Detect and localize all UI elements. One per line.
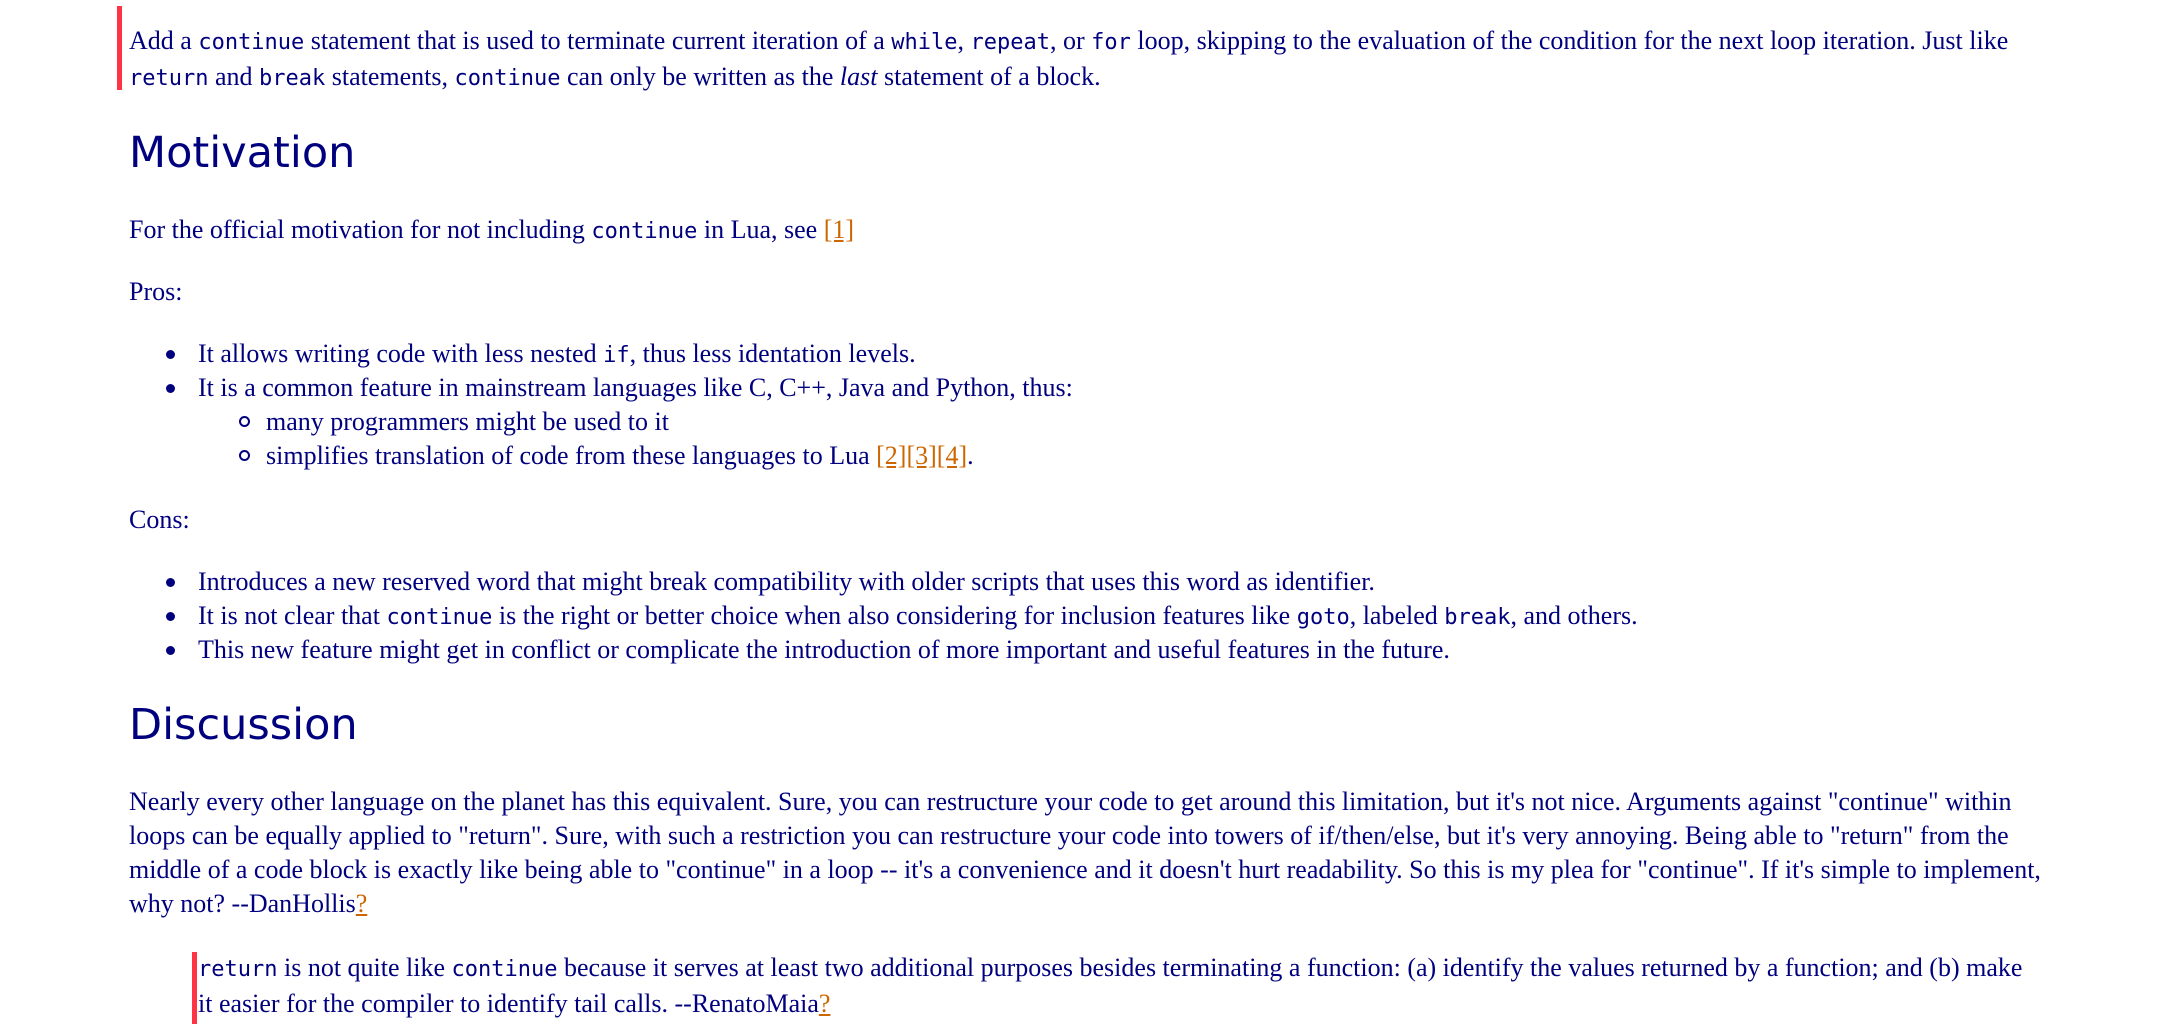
wiki-link-danhollis[interactable]: ? — [355, 889, 368, 918]
code-repeat: repeat — [970, 30, 1050, 55]
list-item: It allows writing code with less nested if, thus less identation levels. — [129, 337, 1073, 371]
list-item: It is not clear that continue is the right or better choice when also considering for inclusion features like goto, labeled break, and others. — [129, 599, 1638, 633]
change-bar — [117, 6, 122, 90]
motivation-heading: Motivation — [129, 128, 356, 178]
quote-paragraph: return is not quite like continue because it serves at least two additional purposes besides terminating a function: (a) identify the values returned by a function; and (b) make it easier for the compiler to identify tail calls. --RenatoMaia? — [198, 953, 2023, 1018]
list-item: many programmers might be used to it — [197, 405, 974, 439]
code-for: for — [1091, 30, 1131, 55]
code-continue: continue — [454, 66, 561, 91]
discussion-heading: Discussion — [129, 700, 358, 750]
list-item: Introduces a new reserved word that might break compatibility with older scripts that uses this word as identifier. — [129, 565, 1638, 599]
motivation-paragraph: For the official motivation for not including continue in Lua, see [1] — [129, 215, 855, 244]
cons-list — [129, 565, 1638, 667]
list-item: It is a common feature in mainstream languages like C, C++, Java and Python, thus: — [129, 371, 1073, 405]
intro-paragraph: Add a continue statement that is used to terminate current iteration of a while, repeat, or for loop, skipping to the evaluation of the condition for the next loop iteration. Just like return and break statements, continue can only be written as the last statement of a block. — [129, 26, 2009, 91]
reference-link-4[interactable]: [4] — [936, 441, 968, 470]
discussion-paragraph: Nearly every other language on the planet has this equivalent. Sure, you can restructure your code to get around this limitation, but it's not nice. Arguments against "continue" within loops can be equally applied to "return". Sure, with such a restriction you can restructure your code into towers of if/then/else, but it's very annoying. Being able to "return" from the middle of a code block is exactly like being able to "continue" in a loop -- it's a convenience and it doesn't hurt readability. So this is my plea for "continue". If it's simple to implement, why not? --DanHollis? — [129, 787, 2041, 918]
code-while: while — [891, 30, 958, 55]
reference-link-3[interactable]: [3] — [906, 441, 937, 470]
code-break: break — [259, 66, 326, 91]
list-item: simplifies translation of code from these languages to Lua [2][3][4]. — [197, 439, 974, 473]
list-item: This new feature might get in conflict or complicate the introduction of more important and useful features in the future. — [129, 633, 1638, 667]
pros-label: Pros: — [129, 277, 183, 306]
reference-link-1[interactable]: [1] — [823, 215, 855, 244]
emphasis-last: last — [839, 62, 878, 91]
pros-sublist — [197, 405, 974, 473]
cons-label: Cons: — [129, 505, 190, 534]
change-bar — [192, 952, 197, 1024]
reference-link-2[interactable]: [2] — [876, 441, 907, 470]
code-continue: continue — [198, 30, 305, 55]
code-return: return — [129, 66, 209, 91]
wiki-link-renatomaia[interactable]: ? — [818, 989, 831, 1018]
pros-list — [129, 337, 1073, 405]
